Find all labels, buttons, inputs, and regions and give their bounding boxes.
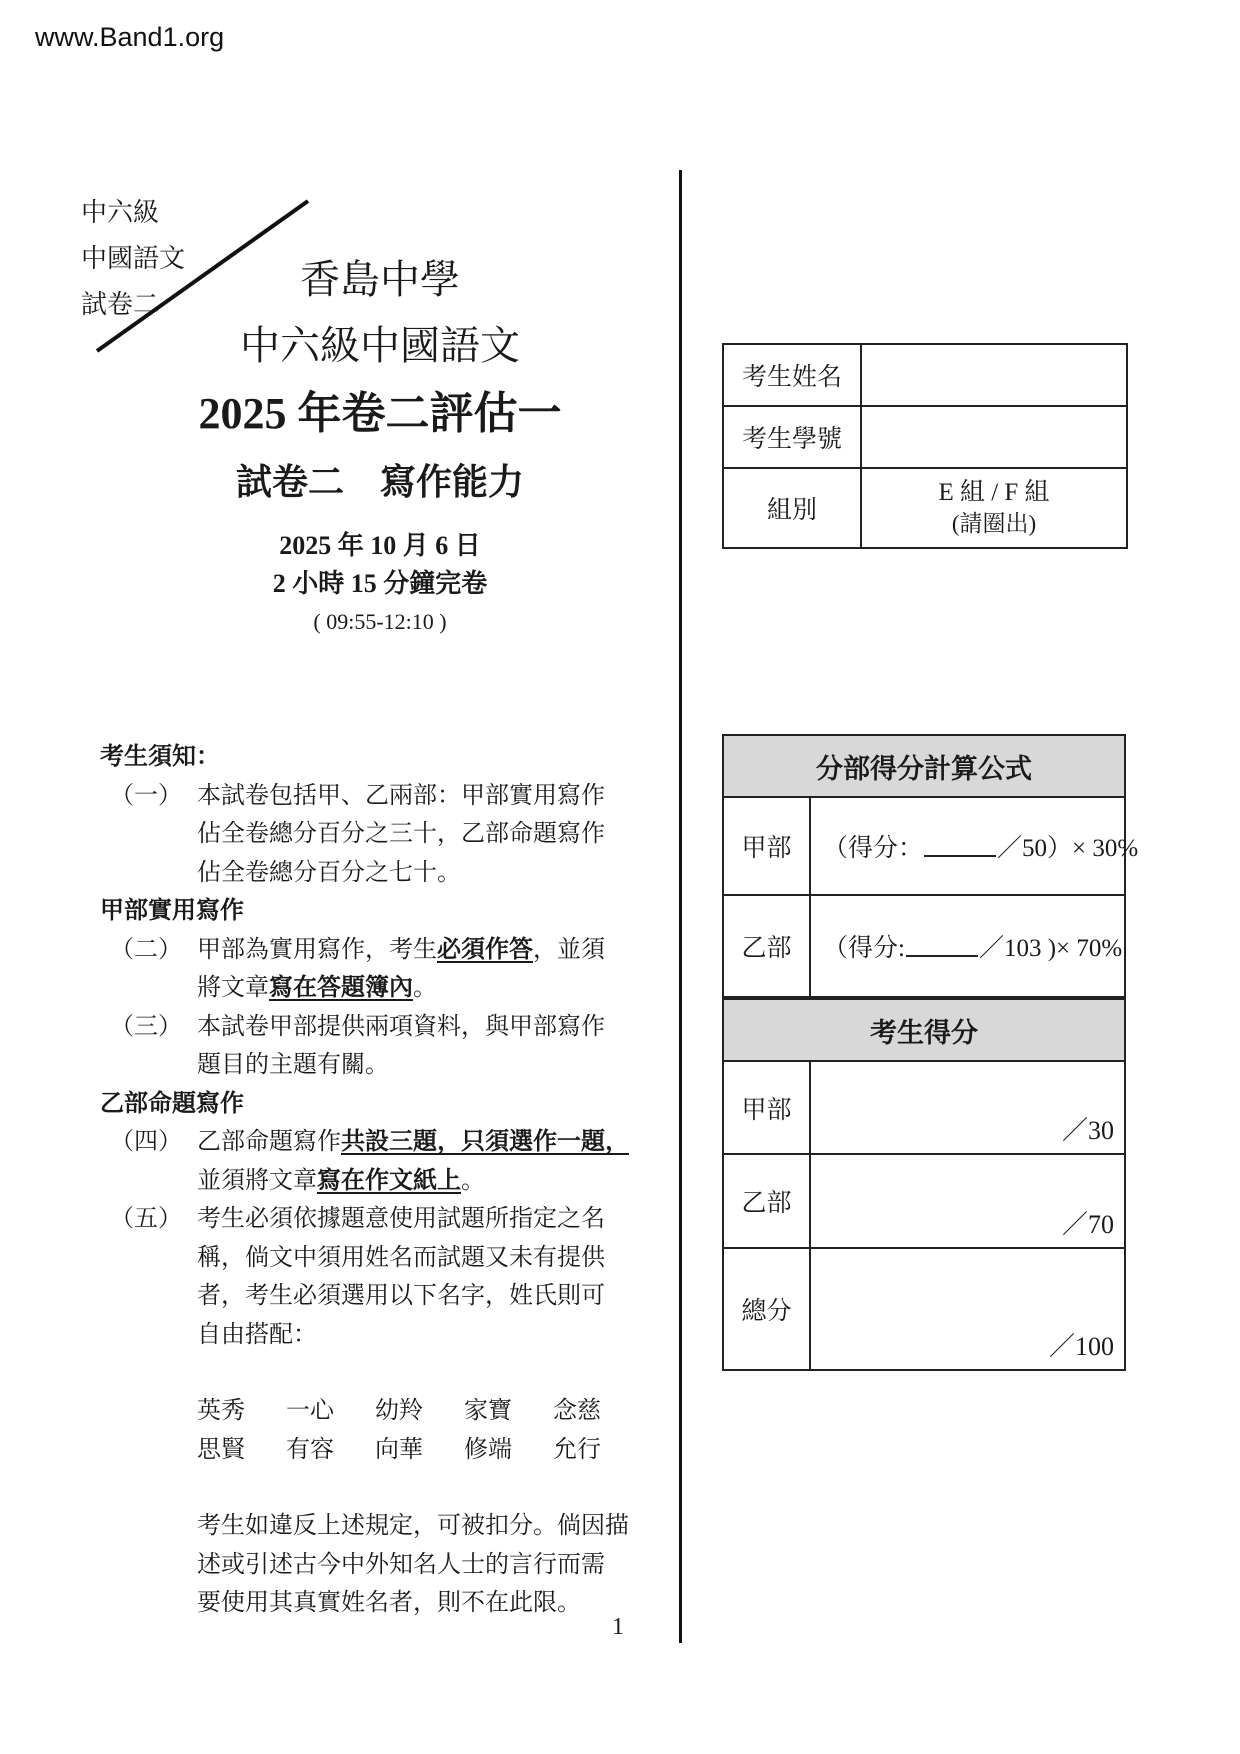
site-watermark: www.Band1.org [35, 22, 225, 52]
notes-item [100, 1200, 660, 1354]
allowed-name: 修端 [464, 1436, 512, 1463]
allowed-name: 一心 [286, 1398, 334, 1424]
allowed-name: 向華 [375, 1436, 423, 1463]
notes-item-text: 考生必須依據題意使用試題所指定之名 稱，倘文中須用姓名而試題又未有提供 者，考生必須選用以下名字，姓氏則可 自由搭配： [197, 1206, 605, 1348]
score-blank-line [906, 935, 978, 957]
allowed-name: 念慈 [553, 1398, 601, 1424]
notes-item-text: 甲部為實用寫作，考生必須作答，並須 將文章寫在答題簿內。 [197, 936, 605, 1001]
part-b-label: 乙部 [724, 896, 811, 996]
marks-table [722, 734, 1139, 1371]
part-a-formula [811, 798, 1138, 894]
notes-item-marker: （一） [110, 782, 182, 809]
group-options: E 組 / F 組 [938, 479, 1050, 506]
part-a-formula-prefix: （得分： [823, 835, 924, 862]
notes-item [100, 931, 660, 1008]
group-field [860, 467, 1126, 547]
score-row-part-a [724, 1062, 1124, 1155]
score-blank-line [924, 835, 996, 857]
allowed-name: 幼羚 [375, 1398, 423, 1424]
part-b-formula-suffix: ／103 )× 70% [978, 935, 1123, 962]
allowed-name: 有容 [286, 1436, 334, 1463]
allowed-name: 家寶 [464, 1398, 512, 1424]
exam-title: 2025 年卷二評估一 [198, 389, 562, 438]
score-row-part-b [724, 1155, 1124, 1249]
score-part-a-denominator: ／30 [1061, 1116, 1114, 1145]
notes-subheading: 甲部實用寫作 [100, 898, 244, 924]
notes-item-marker: （三） [110, 1013, 182, 1040]
notes-item-text: 本試卷包括甲、乙兩部：甲部實用寫作 佔全卷總分百分之三十，乙部命題寫作 佔全卷總分百分之七十。 [197, 782, 605, 886]
part-a-formula-suffix: ／50）× 30% [997, 835, 1139, 862]
corner-label-line2: 中國語文 [81, 244, 186, 273]
score-part-b-label: 乙部 [724, 1155, 811, 1247]
allowed-name: 思賢 [197, 1436, 245, 1463]
notes-items [100, 777, 660, 1355]
corner-label-line1: 中六級 [81, 198, 160, 227]
corner-label-line3: 試卷二 [81, 290, 160, 319]
session-time: ( 09:55-12:10 ) [313, 609, 447, 634]
candidate-name-label: 考生姓名 [741, 364, 842, 391]
school-name: 香島中學 [300, 257, 460, 302]
allowed-names-row [197, 1392, 660, 1431]
score-row-total [724, 1249, 1124, 1369]
score-part-a-label: 甲部 [724, 1062, 811, 1153]
exam-date: 2025 年 10 月 6 日 [279, 531, 481, 560]
allowed-names-list [197, 1392, 660, 1469]
notes-heading: 考生須知： [100, 744, 220, 770]
page-divider-line [679, 170, 682, 1643]
title-block [110, 256, 650, 636]
candidate-notes [100, 738, 660, 1623]
allowed-name: 英秀 [197, 1398, 245, 1424]
part-b-formula [811, 896, 1124, 996]
score-total-label: 總分 [724, 1249, 811, 1369]
notes-subheading: 乙部命題寫作 [100, 1090, 244, 1117]
page-number: 1 [612, 1614, 624, 1640]
group-label: 組別 [724, 467, 860, 547]
notes-item-marker: （四） [110, 1129, 182, 1155]
formula-header: 分部得分計算公式 [724, 736, 1124, 798]
score-header: 考生得分 [724, 998, 1124, 1062]
allowed-name: 允行 [553, 1436, 601, 1463]
group-circle-note: (請圈出) [951, 511, 1037, 536]
notes-item [100, 777, 660, 893]
notes-item [100, 1008, 660, 1085]
allowed-names-row [197, 1431, 660, 1470]
score-part-b-denominator: ／70 [1061, 1210, 1114, 1239]
candidate-number-field [860, 405, 1126, 467]
part-b-formula-prefix: （得分: [823, 935, 905, 962]
formula-row-part-a [724, 798, 1139, 896]
candidate-number-label: 考生學號 [724, 405, 860, 467]
part-a-label: 甲部 [724, 798, 811, 894]
notes-item-text: 乙部命題寫作共設三題，只須選作一題， 並須將文章寫在作文紙上。 [197, 1129, 629, 1194]
notes-item [100, 1123, 660, 1200]
notes-item-marker: （二） [110, 936, 182, 963]
candidate-name-field [860, 345, 1126, 405]
level-subject: 中六級中國語文 [240, 323, 520, 368]
exam-duration: 2 小時 15 分鐘完卷 [272, 569, 488, 598]
candidate-info-table [722, 343, 1128, 549]
paper-title: 試卷二 寫作能力 [235, 462, 524, 502]
notes-item-text: 本試卷甲部提供兩項資料，與甲部寫作 題目的主題有關。 [197, 1013, 605, 1078]
notes-item-marker: （五） [110, 1206, 182, 1232]
penalty-note: 考生如違反上述規定，可被扣分。倘因描 述或引述古今中外知名人士的言行而需 要使用其真實姓名者，則不在此限。 [197, 1513, 629, 1616]
formula-row-part-b [724, 896, 1124, 998]
score-total-denominator: ／100 [1048, 1332, 1114, 1361]
